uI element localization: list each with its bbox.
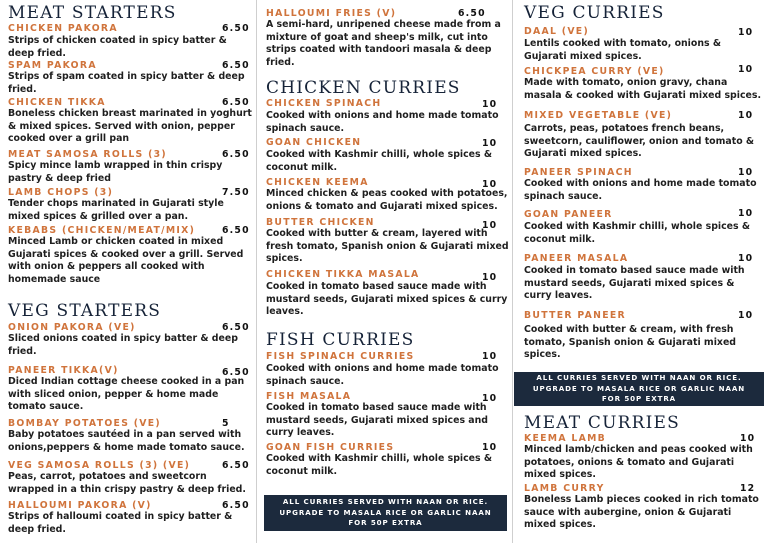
item-name: MIXED VEGETABLE (VE) [524, 110, 673, 121]
item-name: GOAN CHICKEN [266, 137, 362, 148]
item-description: Minced chicken & peas cooked with potatoes, onions & tomato and Gujarati mixed spices. [266, 188, 508, 212]
item-name: PANEER TIKKA(V) [8, 365, 119, 376]
item-name: KEEMA LAMB [524, 433, 607, 444]
item-name: PANEER MASALA [524, 253, 629, 264]
item-name: GOAN PANEER [524, 209, 613, 220]
item-name: KEBABS (CHICKEN/MEAT/MIX) [8, 225, 196, 236]
item-description: Cooked with butter & cream, layered with fresh tomato, Spanish onion & Gujarati mixed spices. [266, 228, 509, 265]
item-description: Peas, carrot, potatoes and sweetcorn wrapped in a thin crispy pastry & deep fried. [8, 471, 246, 495]
item-description: Cooked with Kashmir chilli, whole spices & coconut milk. [266, 149, 493, 173]
item-name: PANEER SPINACH [524, 167, 633, 178]
item-description: Cooked with onions and home made tomato spinach sauce. [524, 178, 757, 202]
item-name: CHICKEN KEEMA [266, 177, 369, 188]
item-name: FISH MASALA [266, 391, 352, 402]
item-description: Strips of spam coated in spicy batter & deep fried. [8, 71, 245, 95]
item-price: 10 [482, 442, 498, 453]
item-description: Tender chops marinated in Gujarati style mixed spices & grilled over a pan. [8, 198, 224, 222]
item-price: 10 [738, 110, 754, 121]
item-name: DAAL (VE) [524, 26, 590, 37]
item-price: 6.50 [222, 225, 250, 236]
item-name: BUTTER CHICKEN [266, 217, 375, 228]
menu-column-middle [258, 0, 510, 543]
item-price: 6.50 [222, 367, 250, 378]
item-name: GOAN FISH CURRIES [266, 442, 395, 453]
item-description: Cooked in tomato based sauce made with mustard seeds, Gujarati mixed spices and curry leaves. [266, 402, 488, 439]
item-name: HALLOUMI FRIES (V) [266, 8, 397, 19]
item-description: A semi-hard, unripened cheese made from a mixture of goat and sheep's milk, cut into strips coated with tandoori masala & deep fried. [266, 19, 501, 68]
item-name: MEAT SAMOSA ROLLS (3) [8, 149, 167, 160]
item-price: 10 [482, 393, 498, 404]
section-title-veg-starters: VEG STARTERS [8, 301, 162, 321]
item-price: 10 [482, 99, 498, 110]
item-price: 10 [738, 167, 754, 178]
item-name: BUTTER PANEER [524, 310, 626, 321]
item-description: Cooked with onions and home made tomato spinach sauce. [266, 110, 499, 134]
item-price: 10 [482, 351, 498, 362]
item-description: Cooked with Kashmir chilli, whole spices & coconut milk. [524, 221, 751, 245]
item-name: CHICKEN PAKORA [8, 23, 118, 34]
item-price: 10 [482, 179, 498, 190]
item-name: CHICKEN SPINACH [266, 98, 382, 109]
item-name: BOMBAY POTATOES (VE) [8, 418, 161, 429]
item-description: Cooked with butter & cream, with fresh tomato, Spanish onion & Gujarati mixed spices. [524, 324, 737, 361]
item-price: 10 [738, 27, 754, 38]
menu-column-left [0, 0, 253, 543]
notice-line: UPGRADE TO MASALA RICE OR GARLIC NAAN [279, 507, 492, 517]
section-title-meat-starters: MEAT STARTERS [8, 3, 177, 23]
notice-line: FOR 50P EXTRA [601, 394, 677, 404]
item-price: 10 [740, 433, 756, 444]
item-description: Boneless Lamb pieces cooked in rich tomato sauce with aubergine, onion & Gujarati mixed spices. [524, 494, 759, 531]
item-price: 5 [222, 418, 230, 429]
item-price: 10 [738, 64, 754, 75]
item-price: 6.50 [222, 149, 250, 160]
item-price: 10 [482, 272, 498, 283]
item-name: LAMB CURRY [524, 483, 605, 494]
item-description: Minced lamb/chicken and peas cooked with potatoes, onions & tomato and Gujarati mixed spices. [524, 444, 753, 481]
item-name: CHICKEN TIKKA [8, 97, 106, 108]
section-title-chicken-curries: CHICKEN CURRIES [266, 78, 461, 98]
item-description: Cooked in tomato based sauce made with mustard seeds, Gujarati mixed spices & curry leaves. [524, 265, 745, 302]
item-description: Made with tomato, onion gravy, chana masala & cooked with Gujarati mixed spices. [524, 77, 762, 101]
item-price: 6.50 [222, 460, 250, 471]
item-price: 6.50 [222, 500, 250, 511]
item-name: ONION PAKORA (VE) [8, 322, 136, 333]
item-description: Diced Indian cottage cheese cooked in a pan with sliced onion, pepper & home made tomato sauce. [8, 376, 245, 413]
item-price: 6.50 [222, 97, 250, 108]
item-price: 10 [738, 253, 754, 264]
item-name: HALLOUMI PAKORA (V) [8, 500, 152, 511]
naan-rice-notice [514, 372, 764, 406]
item-name: LAMB CHOPS (3) [8, 187, 114, 198]
item-name: VEG SAMOSA ROLLS (3) (VE) [8, 460, 191, 471]
item-name: FISH SPINACH CURRIES [266, 351, 415, 362]
item-description: Strips of chicken coated in spicy batter & deep fried. [8, 35, 227, 59]
item-name: CHICKEN TIKKA MASALA [266, 269, 420, 280]
item-description: Cooked in tomato based sauce made with mustard seeds, Gujarati mixed spices & curry leaves. [266, 281, 508, 318]
item-price: 10 [482, 138, 498, 149]
item-description: Minced Lamb or chicken coated in mixed Gujarati spices & cooked over a grill. Served with onion & peppers all cooked with homemade sauce [8, 236, 244, 285]
item-price: 12 [740, 483, 756, 494]
notice-line: UPGRADE TO MASALA RICE OR GARLIC NAAN [532, 383, 746, 393]
item-description: Spicy mince lamb wrapped in thin crispy pastry & deep fried [8, 160, 223, 184]
item-description: Cooked with onions and home made tomato spinach sauce. [266, 363, 499, 387]
item-price: 10 [738, 208, 754, 219]
item-name: CHICKPEA CURRY (VE) [524, 66, 665, 77]
item-price: 7.50 [222, 187, 250, 198]
item-description: Sliced onions coated in spicy batter & deep fried. [8, 333, 238, 357]
item-description: Baby potatoes sautéed in a pan served with onions,peppers & home made tomato sauce. [8, 429, 245, 453]
section-title-veg-curries: VEG CURRIES [524, 3, 665, 23]
item-price: 6.50 [222, 23, 250, 34]
notice-line: ALL CURRIES SERVED WITH NAAN OR RICE. [282, 497, 489, 507]
column-divider [512, 0, 513, 543]
naan-rice-notice [264, 495, 507, 531]
item-description: Carrots, peas, potatoes french beans, sweetcorn, cauliflower, onion and tomato & Gujarati mixed spices. [524, 123, 755, 160]
item-description: Cooked with Kashmir chilli, whole spices & coconut milk. [266, 453, 493, 477]
item-price: 10 [738, 310, 754, 321]
item-price: 6.50 [458, 8, 486, 19]
item-description: Lentils cooked with tomato, onions & Gujarati mixed spices. [524, 38, 722, 62]
column-divider [256, 0, 257, 543]
menu-column-right [516, 0, 768, 543]
item-description: Strips of halloumi coated in spicy batter & deep fried. [8, 511, 233, 535]
notice-line: ALL CURRIES SERVED WITH NAAN OR RICE. [536, 373, 742, 383]
notice-line: FOR 50P EXTRA [348, 518, 423, 528]
item-name: SPAM PAKORA [8, 60, 97, 71]
section-title-meat-curries: MEAT CURRIES [524, 413, 681, 433]
item-price: 6.50 [222, 60, 250, 71]
section-title-fish-curries: FISH CURRIES [266, 330, 415, 350]
item-description: Boneless chicken breast marinated in yoghurt & mixed spices. Served with onion, pepper cooked over a grill pan [8, 108, 252, 145]
item-price: 6.50 [222, 322, 250, 333]
item-price: 10 [482, 220, 498, 231]
